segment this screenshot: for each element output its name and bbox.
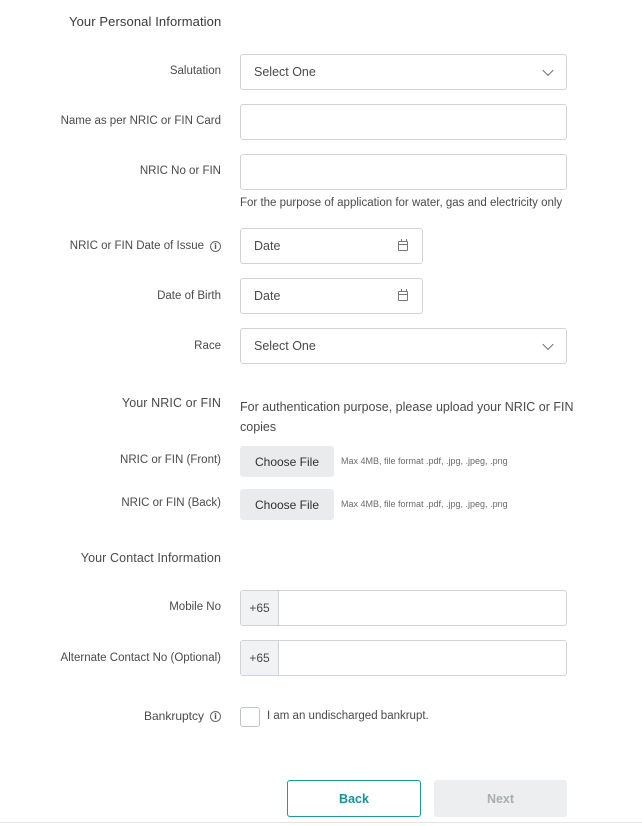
alternate-contact-label: Alternate Contact No (Optional) — [60, 652, 221, 664]
name-input[interactable] — [240, 104, 567, 140]
calendar-icon[interactable] — [398, 291, 408, 301]
file-hint-front: Max 4MB, file format .pdf, .jpg, .jpeg, .png — [341, 456, 508, 466]
dob-input[interactable] — [240, 278, 423, 314]
nric-helper-text: For the purpose of application for water, gas and electricity only — [240, 197, 563, 209]
alternate-contact-input[interactable] — [240, 640, 567, 676]
issue-date-placeholder: Date — [254, 239, 281, 253]
issue-date-input[interactable] — [240, 228, 423, 264]
file-hint-back: Max 4MB, file format .pdf, .jpg, .jpeg, .png — [341, 499, 508, 509]
salutation-select[interactable] — [240, 54, 567, 90]
calendar-icon[interactable] — [398, 241, 408, 251]
dob-label: Date of Birth — [157, 290, 221, 302]
section-title-personal: Your Personal Information — [69, 14, 222, 29]
dob-placeholder: Date — [254, 289, 281, 303]
nric-input[interactable] — [240, 154, 567, 190]
choose-file-front-button[interactable]: Choose File — [240, 446, 334, 477]
mobile-label: Mobile No — [169, 601, 221, 613]
back-button[interactable]: Back — [287, 780, 421, 817]
next-button[interactable]: Next — [434, 780, 567, 817]
chevron-down-icon — [542, 65, 553, 76]
race-select[interactable] — [240, 328, 567, 364]
nric-back-label: NRIC or FIN (Back) — [121, 497, 221, 509]
footer-divider — [0, 822, 642, 823]
upload-description: For authentication purpose, please upload your NRIC or FIN copies — [240, 400, 574, 434]
info-icon[interactable]: i — [210, 711, 221, 722]
bankruptcy-checkbox[interactable] — [240, 707, 260, 727]
mobile-input[interactable] — [240, 590, 567, 626]
chevron-down-icon — [542, 339, 553, 350]
name-label: Name as per NRIC or FIN Card — [60, 115, 221, 127]
nric-label: NRIC No or FIN — [139, 165, 221, 177]
race-label: Race — [194, 340, 221, 352]
salutation-label: Salutation — [169, 65, 221, 77]
nric-front-label: NRIC or FIN (Front) — [120, 454, 221, 466]
bankruptcy-label: Bankruptcy i — [144, 709, 221, 723]
issue-date-label: NRIC or FIN Date of Issue i — [70, 240, 221, 252]
salutation-value: Select One — [254, 65, 316, 79]
section-title-upload: Your NRIC or FIN — [121, 396, 221, 410]
bankruptcy-checkbox-text: I am an undischarged bankrupt. — [267, 710, 429, 722]
info-icon[interactable]: i — [210, 241, 221, 252]
mobile-country-code: +65 — [241, 591, 279, 625]
section-title-contact: Your Contact Information — [80, 551, 221, 565]
race-value: Select One — [254, 339, 316, 353]
choose-file-back-button[interactable]: Choose File — [240, 489, 334, 520]
alternate-country-code: +65 — [241, 641, 279, 675]
